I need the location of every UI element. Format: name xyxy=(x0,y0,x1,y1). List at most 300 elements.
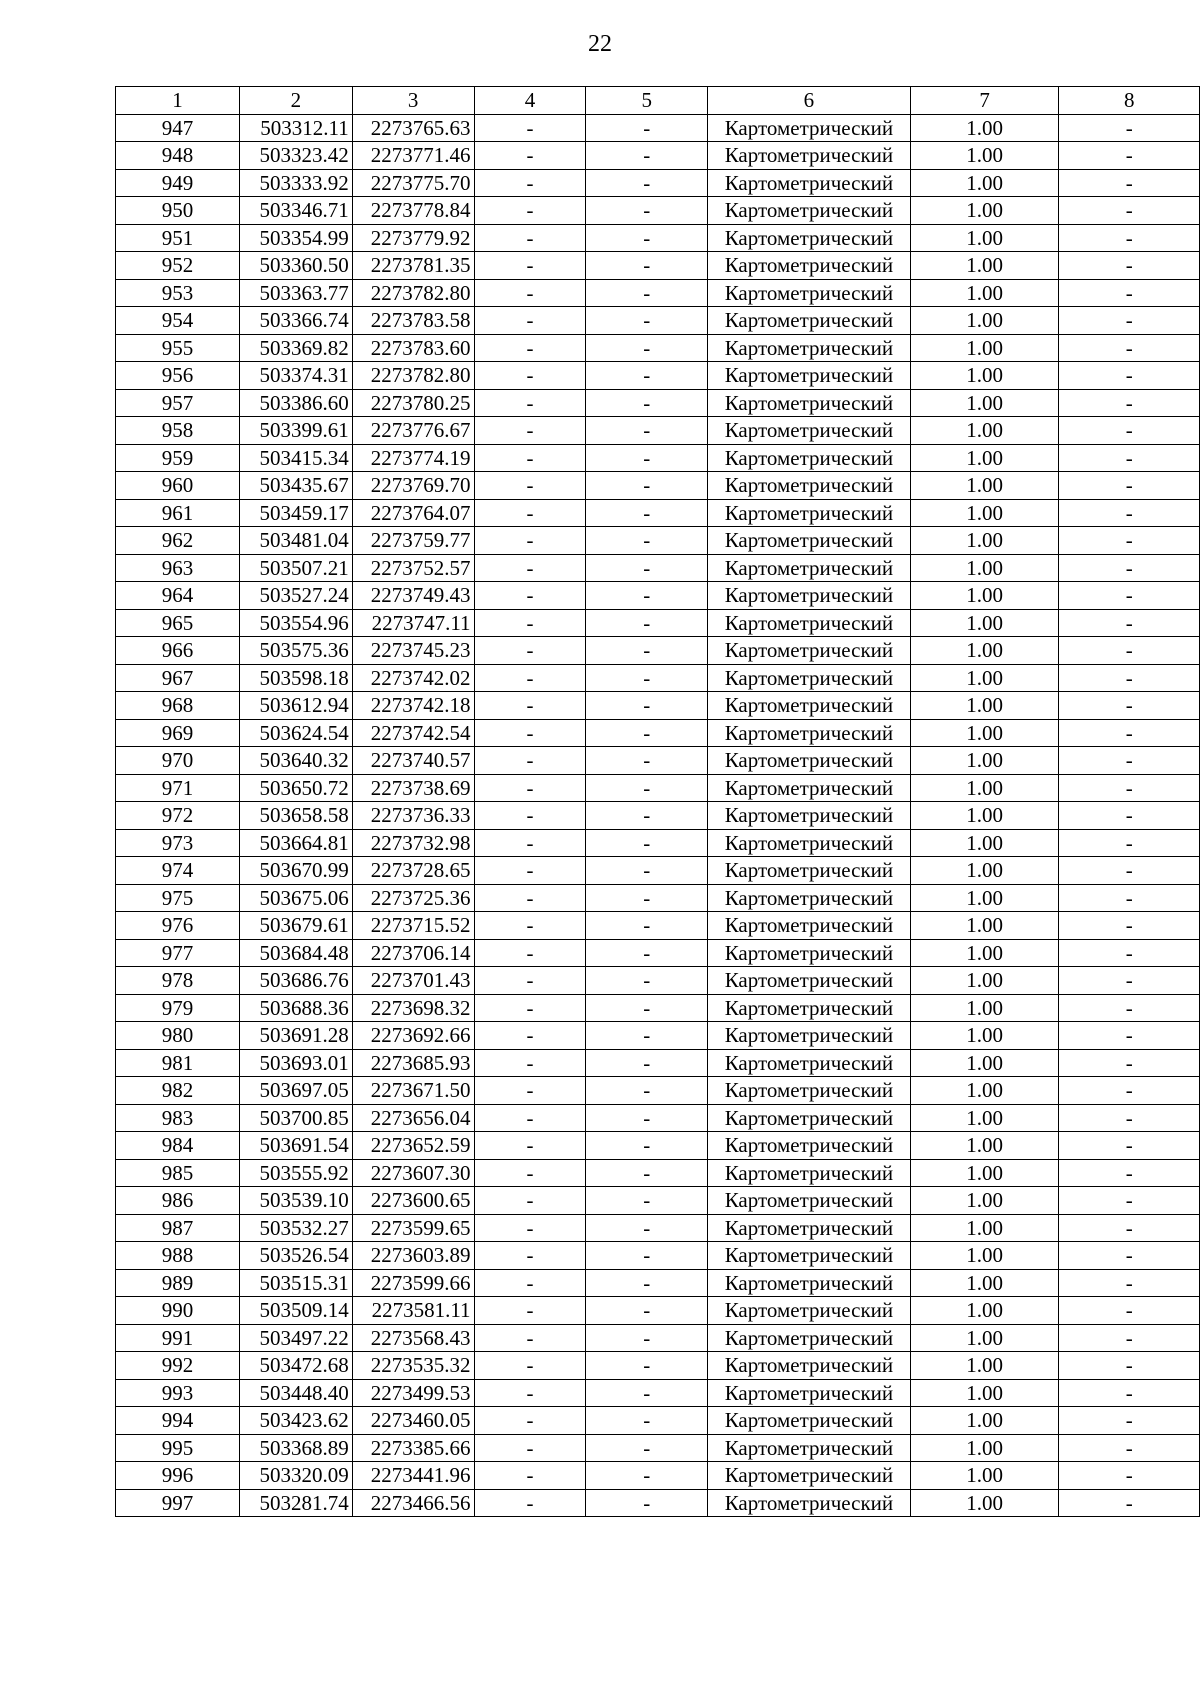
x-coordinate-cell: 503664.81 xyxy=(239,829,352,857)
col8-cell: - xyxy=(1059,912,1200,940)
col5-cell: - xyxy=(586,1049,708,1077)
method-cell: Картометрический xyxy=(708,197,911,225)
accuracy-cell: 1.00 xyxy=(910,609,1059,637)
y-coordinate-cell: 2273765.63 xyxy=(352,114,474,142)
table-row xyxy=(116,1462,1200,1490)
point-number-cell: 988 xyxy=(116,1242,240,1270)
col5-cell: - xyxy=(586,1407,708,1435)
col8-cell: - xyxy=(1059,1132,1200,1160)
table-row xyxy=(116,582,1200,610)
y-coordinate-cell: 2273779.92 xyxy=(352,224,474,252)
col5-cell: - xyxy=(586,1022,708,1050)
table-row xyxy=(116,1269,1200,1297)
method-cell: Картометрический xyxy=(708,719,911,747)
col5-cell: - xyxy=(586,1132,708,1160)
point-number-cell: 971 xyxy=(116,774,240,802)
col4-cell: - xyxy=(474,829,586,857)
accuracy-cell: 1.00 xyxy=(910,1187,1059,1215)
x-coordinate-cell: 503435.67 xyxy=(239,472,352,500)
column-header: 4 xyxy=(474,87,586,115)
table-row xyxy=(116,1022,1200,1050)
x-coordinate-cell: 503509.14 xyxy=(239,1297,352,1325)
col5-cell: - xyxy=(586,912,708,940)
y-coordinate-cell: 2273759.77 xyxy=(352,527,474,555)
col5-cell: - xyxy=(586,1214,708,1242)
y-coordinate-cell: 2273715.52 xyxy=(352,912,474,940)
x-coordinate-cell: 503323.42 xyxy=(239,142,352,170)
method-cell: Картометрический xyxy=(708,472,911,500)
method-cell: Картометрический xyxy=(708,1187,911,1215)
col8-cell: - xyxy=(1059,637,1200,665)
method-cell: Картометрический xyxy=(708,417,911,445)
table-row xyxy=(116,939,1200,967)
y-coordinate-cell: 2273749.43 xyxy=(352,582,474,610)
point-number-cell: 993 xyxy=(116,1379,240,1407)
col5-cell: - xyxy=(586,1269,708,1297)
y-coordinate-cell: 2273599.65 xyxy=(352,1214,474,1242)
x-coordinate-cell: 503369.82 xyxy=(239,334,352,362)
table-row xyxy=(116,1159,1200,1187)
col5-cell: - xyxy=(586,197,708,225)
col4-cell: - xyxy=(474,1489,586,1517)
column-header: 5 xyxy=(586,87,708,115)
table-row xyxy=(116,1352,1200,1380)
point-number-cell: 948 xyxy=(116,142,240,170)
table-row xyxy=(116,1104,1200,1132)
col5-cell: - xyxy=(586,1242,708,1270)
col4-cell: - xyxy=(474,1022,586,1050)
point-number-cell: 954 xyxy=(116,307,240,335)
x-coordinate-cell: 503598.18 xyxy=(239,664,352,692)
point-number-cell: 966 xyxy=(116,637,240,665)
accuracy-cell: 1.00 xyxy=(910,169,1059,197)
point-number-cell: 991 xyxy=(116,1324,240,1352)
accuracy-cell: 1.00 xyxy=(910,664,1059,692)
col5-cell: - xyxy=(586,719,708,747)
accuracy-cell: 1.00 xyxy=(910,802,1059,830)
accuracy-cell: 1.00 xyxy=(910,939,1059,967)
col8-cell: - xyxy=(1059,747,1200,775)
method-cell: Картометрический xyxy=(708,444,911,472)
method-cell: Картометрический xyxy=(708,1214,911,1242)
col8-cell: - xyxy=(1059,1187,1200,1215)
accuracy-cell: 1.00 xyxy=(910,417,1059,445)
method-cell: Картометрический xyxy=(708,142,911,170)
method-cell: Картометрический xyxy=(708,747,911,775)
accuracy-cell: 1.00 xyxy=(910,279,1059,307)
method-cell: Картометрический xyxy=(708,169,911,197)
col5-cell: - xyxy=(586,1434,708,1462)
col5-cell: - xyxy=(586,802,708,830)
method-cell: Картометрический xyxy=(708,1159,911,1187)
y-coordinate-cell: 2273671.50 xyxy=(352,1077,474,1105)
col5-cell: - xyxy=(586,774,708,802)
col5-cell: - xyxy=(586,169,708,197)
accuracy-cell: 1.00 xyxy=(910,637,1059,665)
accuracy-cell: 1.00 xyxy=(910,692,1059,720)
col8-cell: - xyxy=(1059,719,1200,747)
y-coordinate-cell: 2273775.70 xyxy=(352,169,474,197)
method-cell: Картометрический xyxy=(708,307,911,335)
point-number-cell: 967 xyxy=(116,664,240,692)
point-number-cell: 983 xyxy=(116,1104,240,1132)
column-header: 1 xyxy=(116,87,240,115)
point-number-cell: 950 xyxy=(116,197,240,225)
point-number-cell: 997 xyxy=(116,1489,240,1517)
col8-cell: - xyxy=(1059,197,1200,225)
y-coordinate-cell: 2273466.56 xyxy=(352,1489,474,1517)
y-coordinate-cell: 2273600.65 xyxy=(352,1187,474,1215)
col8-cell: - xyxy=(1059,1462,1200,1490)
accuracy-cell: 1.00 xyxy=(910,747,1059,775)
table-row xyxy=(116,252,1200,280)
point-number-cell: 958 xyxy=(116,417,240,445)
accuracy-cell: 1.00 xyxy=(910,1462,1059,1490)
point-number-cell: 989 xyxy=(116,1269,240,1297)
col5-cell: - xyxy=(586,609,708,637)
x-coordinate-cell: 503515.31 xyxy=(239,1269,352,1297)
method-cell: Картометрический xyxy=(708,1104,911,1132)
col5-cell: - xyxy=(586,1352,708,1380)
table-row xyxy=(116,362,1200,390)
accuracy-cell: 1.00 xyxy=(910,1022,1059,1050)
col8-cell: - xyxy=(1059,1269,1200,1297)
x-coordinate-cell: 503658.58 xyxy=(239,802,352,830)
accuracy-cell: 1.00 xyxy=(910,774,1059,802)
col8-cell: - xyxy=(1059,967,1200,995)
y-coordinate-cell: 2273742.54 xyxy=(352,719,474,747)
point-number-cell: 992 xyxy=(116,1352,240,1380)
y-coordinate-cell: 2273778.84 xyxy=(352,197,474,225)
table-row xyxy=(116,637,1200,665)
x-coordinate-cell: 503539.10 xyxy=(239,1187,352,1215)
x-coordinate-cell: 503700.85 xyxy=(239,1104,352,1132)
x-coordinate-cell: 503386.60 xyxy=(239,389,352,417)
col4-cell: - xyxy=(474,472,586,500)
method-cell: Картометрический xyxy=(708,1269,911,1297)
accuracy-cell: 1.00 xyxy=(910,1132,1059,1160)
method-cell: Картометрический xyxy=(708,1077,911,1105)
method-cell: Картометрический xyxy=(708,1022,911,1050)
table-row xyxy=(116,1434,1200,1462)
x-coordinate-cell: 503374.31 xyxy=(239,362,352,390)
accuracy-cell: 1.00 xyxy=(910,1297,1059,1325)
x-coordinate-cell: 503320.09 xyxy=(239,1462,352,1490)
y-coordinate-cell: 2273782.80 xyxy=(352,279,474,307)
y-coordinate-cell: 2273782.80 xyxy=(352,362,474,390)
table-row xyxy=(116,1242,1200,1270)
table-row xyxy=(116,719,1200,747)
x-coordinate-cell: 503640.32 xyxy=(239,747,352,775)
col4-cell: - xyxy=(474,1049,586,1077)
method-cell: Картометрический xyxy=(708,1489,911,1517)
col4-cell: - xyxy=(474,1407,586,1435)
method-cell: Картометрический xyxy=(708,1242,911,1270)
y-coordinate-cell: 2273535.32 xyxy=(352,1352,474,1380)
col8-cell: - xyxy=(1059,774,1200,802)
y-coordinate-cell: 2273441.96 xyxy=(352,1462,474,1490)
y-coordinate-cell: 2273603.89 xyxy=(352,1242,474,1270)
x-coordinate-cell: 503459.17 xyxy=(239,499,352,527)
y-coordinate-cell: 2273460.05 xyxy=(352,1407,474,1435)
y-coordinate-cell: 2273581.11 xyxy=(352,1297,474,1325)
x-coordinate-cell: 503684.48 xyxy=(239,939,352,967)
table-row xyxy=(116,1214,1200,1242)
coordinates-table xyxy=(115,86,1200,1517)
col4-cell: - xyxy=(474,692,586,720)
point-number-cell: 986 xyxy=(116,1187,240,1215)
table-row xyxy=(116,279,1200,307)
table-row xyxy=(116,1489,1200,1517)
x-coordinate-cell: 503532.27 xyxy=(239,1214,352,1242)
col8-cell: - xyxy=(1059,1104,1200,1132)
x-coordinate-cell: 503346.71 xyxy=(239,197,352,225)
x-coordinate-cell: 503526.54 xyxy=(239,1242,352,1270)
table-row xyxy=(116,884,1200,912)
method-cell: Картометрический xyxy=(708,389,911,417)
x-coordinate-cell: 503693.01 xyxy=(239,1049,352,1077)
col4-cell: - xyxy=(474,637,586,665)
x-coordinate-cell: 503281.74 xyxy=(239,1489,352,1517)
col5-cell: - xyxy=(586,747,708,775)
point-number-cell: 980 xyxy=(116,1022,240,1050)
method-cell: Картометрический xyxy=(708,802,911,830)
method-cell: Картометрический xyxy=(708,692,911,720)
column-header: 2 xyxy=(239,87,352,115)
accuracy-cell: 1.00 xyxy=(910,1434,1059,1462)
y-coordinate-cell: 2273706.14 xyxy=(352,939,474,967)
x-coordinate-cell: 503497.22 xyxy=(239,1324,352,1352)
point-number-cell: 962 xyxy=(116,527,240,555)
y-coordinate-cell: 2273725.36 xyxy=(352,884,474,912)
x-coordinate-cell: 503481.04 xyxy=(239,527,352,555)
col4-cell: - xyxy=(474,142,586,170)
accuracy-cell: 1.00 xyxy=(910,829,1059,857)
col8-cell: - xyxy=(1059,114,1200,142)
col5-cell: - xyxy=(586,1104,708,1132)
point-number-cell: 978 xyxy=(116,967,240,995)
col4-cell: - xyxy=(474,884,586,912)
col5-cell: - xyxy=(586,1462,708,1490)
col4-cell: - xyxy=(474,362,586,390)
col8-cell: - xyxy=(1059,884,1200,912)
accuracy-cell: 1.00 xyxy=(910,1407,1059,1435)
col4-cell: - xyxy=(474,1434,586,1462)
col4-cell: - xyxy=(474,279,586,307)
col4-cell: - xyxy=(474,499,586,527)
x-coordinate-cell: 503360.50 xyxy=(239,252,352,280)
point-number-cell: 964 xyxy=(116,582,240,610)
col8-cell: - xyxy=(1059,279,1200,307)
col5-cell: - xyxy=(586,582,708,610)
column-header: 7 xyxy=(910,87,1059,115)
y-coordinate-cell: 2273742.02 xyxy=(352,664,474,692)
x-coordinate-cell: 503527.24 xyxy=(239,582,352,610)
point-number-cell: 963 xyxy=(116,554,240,582)
method-cell: Картометрический xyxy=(708,829,911,857)
col4-cell: - xyxy=(474,1462,586,1490)
y-coordinate-cell: 2273736.33 xyxy=(352,802,474,830)
accuracy-cell: 1.00 xyxy=(910,857,1059,885)
method-cell: Картометрический xyxy=(708,857,911,885)
table-row xyxy=(116,857,1200,885)
method-cell: Картометрический xyxy=(708,967,911,995)
col5-cell: - xyxy=(586,1379,708,1407)
col8-cell: - xyxy=(1059,802,1200,830)
accuracy-cell: 1.00 xyxy=(910,1352,1059,1380)
table-row xyxy=(116,1187,1200,1215)
point-number-cell: 973 xyxy=(116,829,240,857)
column-header: 3 xyxy=(352,87,474,115)
col8-cell: - xyxy=(1059,362,1200,390)
method-cell: Картометрический xyxy=(708,527,911,555)
header-row xyxy=(116,87,1200,115)
col4-cell: - xyxy=(474,417,586,445)
method-cell: Картометрический xyxy=(708,609,911,637)
col8-cell: - xyxy=(1059,142,1200,170)
col8-cell: - xyxy=(1059,1242,1200,1270)
table-row xyxy=(116,829,1200,857)
x-coordinate-cell: 503575.36 xyxy=(239,637,352,665)
accuracy-cell: 1.00 xyxy=(910,1159,1059,1187)
col8-cell: - xyxy=(1059,307,1200,335)
table-row xyxy=(116,774,1200,802)
accuracy-cell: 1.00 xyxy=(910,967,1059,995)
method-cell: Картометрический xyxy=(708,224,911,252)
col4-cell: - xyxy=(474,1242,586,1270)
col8-cell: - xyxy=(1059,499,1200,527)
col8-cell: - xyxy=(1059,1352,1200,1380)
x-coordinate-cell: 503675.06 xyxy=(239,884,352,912)
accuracy-cell: 1.00 xyxy=(910,1489,1059,1517)
x-coordinate-cell: 503368.89 xyxy=(239,1434,352,1462)
point-number-cell: 990 xyxy=(116,1297,240,1325)
x-coordinate-cell: 503691.28 xyxy=(239,1022,352,1050)
point-number-cell: 955 xyxy=(116,334,240,362)
col5-cell: - xyxy=(586,692,708,720)
accuracy-cell: 1.00 xyxy=(910,389,1059,417)
point-number-cell: 977 xyxy=(116,939,240,967)
accuracy-cell: 1.00 xyxy=(910,1242,1059,1270)
accuracy-cell: 1.00 xyxy=(910,1269,1059,1297)
col8-cell: - xyxy=(1059,1022,1200,1050)
table-row xyxy=(116,967,1200,995)
col4-cell: - xyxy=(474,1104,586,1132)
accuracy-cell: 1.00 xyxy=(910,142,1059,170)
point-number-cell: 979 xyxy=(116,994,240,1022)
y-coordinate-cell: 2273774.19 xyxy=(352,444,474,472)
x-coordinate-cell: 503555.92 xyxy=(239,1159,352,1187)
point-number-cell: 965 xyxy=(116,609,240,637)
col4-cell: - xyxy=(474,1379,586,1407)
column-header: 6 xyxy=(708,87,911,115)
y-coordinate-cell: 2273652.59 xyxy=(352,1132,474,1160)
x-coordinate-cell: 503366.74 xyxy=(239,307,352,335)
accuracy-cell: 1.00 xyxy=(910,1324,1059,1352)
x-coordinate-cell: 503670.99 xyxy=(239,857,352,885)
col8-cell: - xyxy=(1059,417,1200,445)
accuracy-cell: 1.00 xyxy=(910,334,1059,362)
x-coordinate-cell: 503554.96 xyxy=(239,609,352,637)
method-cell: Картометрический xyxy=(708,1132,911,1160)
method-cell: Картометрический xyxy=(708,279,911,307)
col8-cell: - xyxy=(1059,224,1200,252)
y-coordinate-cell: 2273656.04 xyxy=(352,1104,474,1132)
col8-cell: - xyxy=(1059,829,1200,857)
point-number-cell: 953 xyxy=(116,279,240,307)
column-header: 8 xyxy=(1059,87,1200,115)
col4-cell: - xyxy=(474,857,586,885)
col8-cell: - xyxy=(1059,1214,1200,1242)
col4-cell: - xyxy=(474,939,586,967)
method-cell: Картометрический xyxy=(708,1049,911,1077)
point-number-cell: 951 xyxy=(116,224,240,252)
x-coordinate-cell: 503415.34 xyxy=(239,444,352,472)
col4-cell: - xyxy=(474,307,586,335)
table-row xyxy=(116,747,1200,775)
col8-cell: - xyxy=(1059,554,1200,582)
accuracy-cell: 1.00 xyxy=(910,1049,1059,1077)
col5-cell: - xyxy=(586,967,708,995)
col4-cell: - xyxy=(474,334,586,362)
method-cell: Картометрический xyxy=(708,884,911,912)
col5-cell: - xyxy=(586,334,708,362)
table-row xyxy=(116,1379,1200,1407)
col8-cell: - xyxy=(1059,1159,1200,1187)
col5-cell: - xyxy=(586,417,708,445)
accuracy-cell: 1.00 xyxy=(910,884,1059,912)
method-cell: Картометрический xyxy=(708,912,911,940)
x-coordinate-cell: 503354.99 xyxy=(239,224,352,252)
col5-cell: - xyxy=(586,637,708,665)
y-coordinate-cell: 2273780.25 xyxy=(352,389,474,417)
table-row xyxy=(116,664,1200,692)
y-coordinate-cell: 2273771.46 xyxy=(352,142,474,170)
y-coordinate-cell: 2273776.67 xyxy=(352,417,474,445)
accuracy-cell: 1.00 xyxy=(910,582,1059,610)
table-row xyxy=(116,389,1200,417)
x-coordinate-cell: 503612.94 xyxy=(239,692,352,720)
y-coordinate-cell: 2273685.93 xyxy=(352,1049,474,1077)
table-row xyxy=(116,224,1200,252)
y-coordinate-cell: 2273698.32 xyxy=(352,994,474,1022)
col4-cell: - xyxy=(474,554,586,582)
y-coordinate-cell: 2273732.98 xyxy=(352,829,474,857)
col5-cell: - xyxy=(586,1077,708,1105)
point-number-cell: 947 xyxy=(116,114,240,142)
accuracy-cell: 1.00 xyxy=(910,197,1059,225)
point-number-cell: 996 xyxy=(116,1462,240,1490)
point-number-cell: 972 xyxy=(116,802,240,830)
y-coordinate-cell: 2273740.57 xyxy=(352,747,474,775)
col8-cell: - xyxy=(1059,389,1200,417)
y-coordinate-cell: 2273607.30 xyxy=(352,1159,474,1187)
col5-cell: - xyxy=(586,444,708,472)
table-body xyxy=(116,114,1200,1517)
y-coordinate-cell: 2273783.58 xyxy=(352,307,474,335)
accuracy-cell: 1.00 xyxy=(910,1077,1059,1105)
point-number-cell: 987 xyxy=(116,1214,240,1242)
col4-cell: - xyxy=(474,1352,586,1380)
point-number-cell: 974 xyxy=(116,857,240,885)
table-row xyxy=(116,802,1200,830)
x-coordinate-cell: 503624.54 xyxy=(239,719,352,747)
method-cell: Картометрический xyxy=(708,1462,911,1490)
col8-cell: - xyxy=(1059,994,1200,1022)
method-cell: Картометрический xyxy=(708,499,911,527)
method-cell: Картометрический xyxy=(708,252,911,280)
col4-cell: - xyxy=(474,197,586,225)
